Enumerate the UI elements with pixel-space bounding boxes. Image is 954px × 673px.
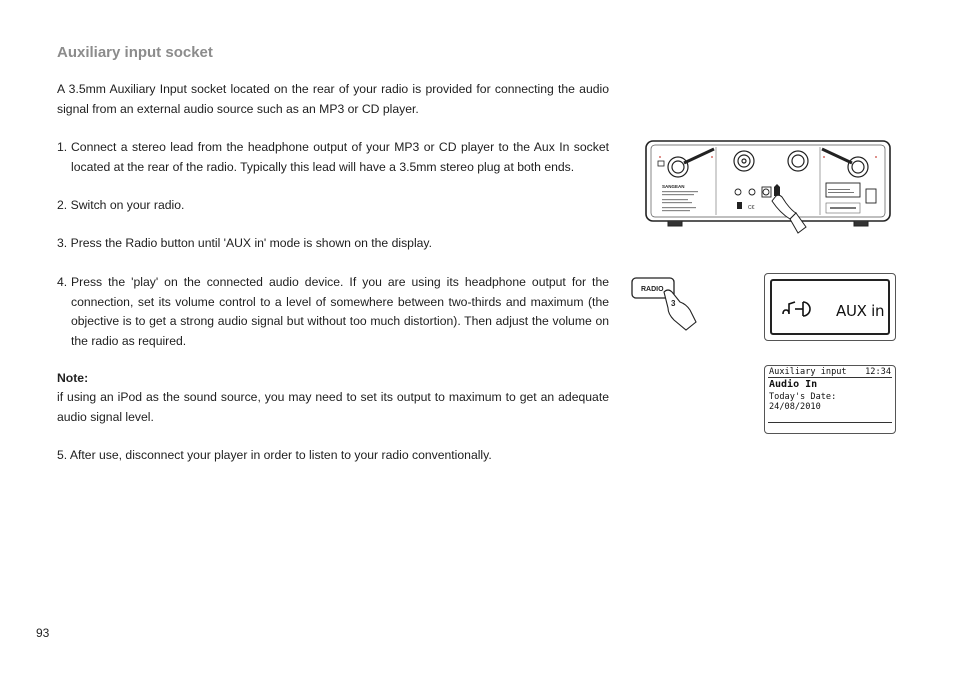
step-number: 5. xyxy=(57,448,68,462)
step-1 xyxy=(57,138,609,177)
display-divider xyxy=(768,377,892,378)
page-number: 93 xyxy=(36,626,50,640)
display-date: 24/08/2010 xyxy=(769,402,821,412)
aux-in-display xyxy=(764,273,896,341)
step-text: Press the 'play' on the connected audio device. If you are using its headphone output for the connection, set its volume control to a level of somewhere between two-thirds and maximum (the objective is to get a strong audio signal but without too much distortion). Then adjust the volume on the radio as required. xyxy=(71,275,609,348)
step-number: 2. xyxy=(57,198,68,212)
radio-rear-illustration xyxy=(644,139,892,243)
note-text: if using an iPod as the sound source, you may need to set its output to maximum to get an adequate audio signal level. xyxy=(57,390,609,424)
radio-button-label: RADIO xyxy=(641,286,664,293)
step-text: Press the Radio button until 'AUX in' mode is shown on the display. xyxy=(70,236,433,250)
step-number: 1. xyxy=(57,140,68,154)
aux-mode-label: AUX in xyxy=(836,302,885,320)
step-2 xyxy=(57,196,609,216)
step-3 xyxy=(57,234,609,254)
step-number: 3. xyxy=(57,236,68,250)
radio-button-illustration xyxy=(630,276,702,332)
step-number: 4. xyxy=(57,275,68,289)
radio-brand-label: SANGEAN xyxy=(662,184,685,189)
svg-text:C€: C€ xyxy=(748,205,755,211)
intro-paragraph: A 3.5mm Auxiliary Input socket located on the rear of your radio is provided for connecting the audio signal from an external audio source such as an MP3 or CD player. xyxy=(57,82,609,116)
display-source: Auxiliary input xyxy=(769,367,847,377)
page-title: Auxiliary input socket xyxy=(57,44,213,61)
step-text: After use, disconnect your player in order to listen to your radio conventionally. xyxy=(69,448,492,462)
display-divider xyxy=(768,422,892,423)
audio-in-info-display xyxy=(764,365,896,434)
step-5 xyxy=(57,446,609,466)
callout-number: 3 xyxy=(671,299,676,308)
note-heading: Note: xyxy=(57,371,89,385)
display-date-label: Today's Date: xyxy=(769,392,837,402)
step-4 xyxy=(57,273,609,351)
step-text: Switch on your radio. xyxy=(70,198,185,212)
display-mode: Audio In xyxy=(769,379,818,390)
step-text: Connect a stereo lead from the headphone output of your MP3 or CD player to the Aux In socket located at the rear of the radio. Typically this lead will have a 3.5mm stereo plug at both ends. xyxy=(71,140,609,174)
aux-input-icon xyxy=(780,298,816,320)
display-time: 12:34 xyxy=(865,367,891,377)
